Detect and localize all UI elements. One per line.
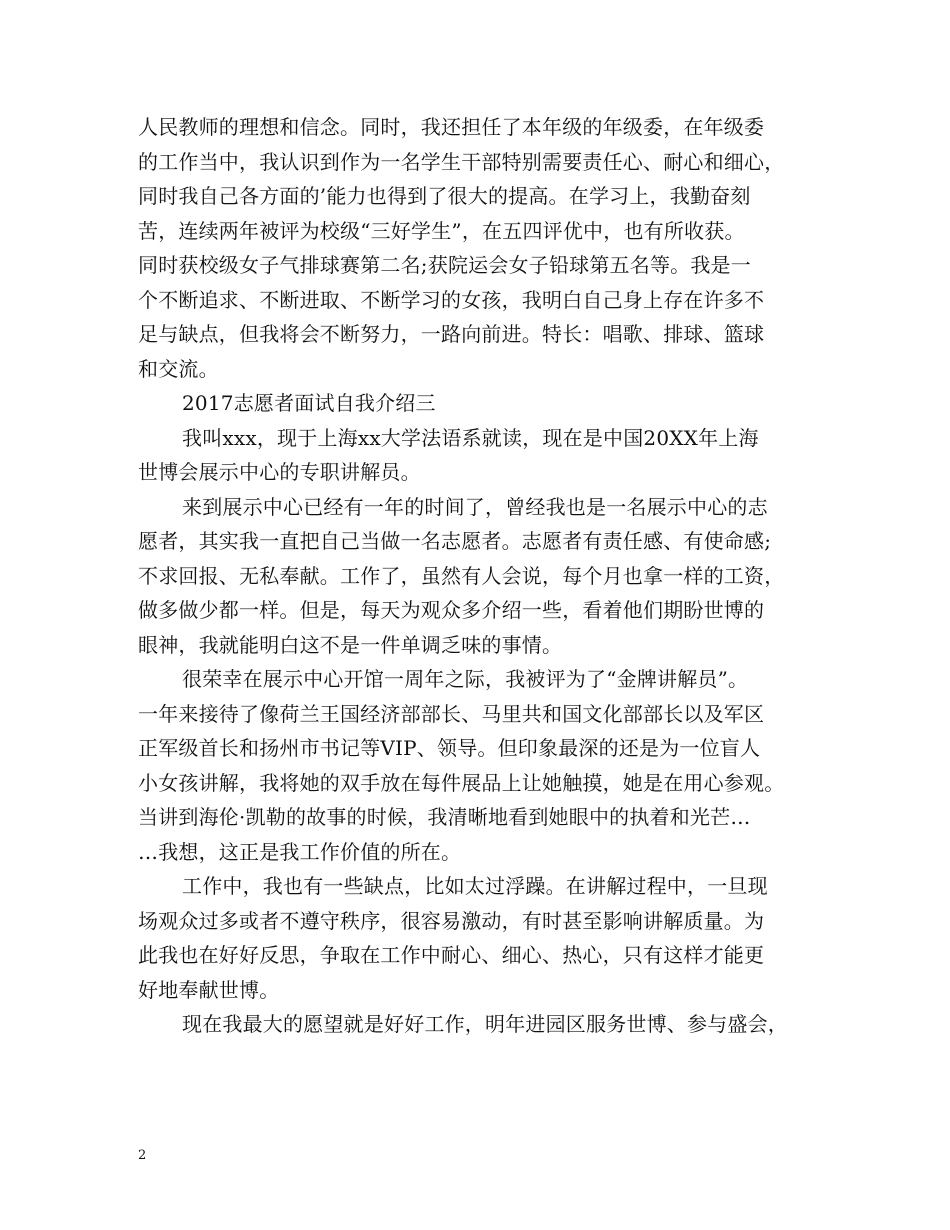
text-line: 个不断追求、不断进取、不断学习的女孩，我明白自己身上存在许多不	[138, 287, 765, 312]
text-line: 我叫xxx，现于上海xx大学法语系就读，现在是中国20XX年上海	[182, 425, 759, 450]
text-line: 好地奉献世博。	[138, 977, 280, 1002]
text-line: 现在我最大的愿望就是好好工作，明年进园区服务世博、参与盛会，	[182, 1012, 788, 1036]
text-line: 人民教师的理想和信念。同时，我还担任了本年级的年级委，在年级委	[138, 115, 765, 139]
text-line: 苦，连续两年被评为校级“三好学生”，在五四评优中，也有所收获。	[138, 218, 745, 243]
text-line: 小女孩讲解，我将她的双手放在每件展品上让她触摸，她是在用心参观。	[138, 770, 785, 795]
page-number: 2	[138, 1148, 147, 1163]
document-body	[138, 110, 828, 1042]
text-line: 同时我自己各方面的’能力也得到了很大的提高。在学习上，我勤奋刻	[138, 184, 751, 208]
text-line: 当讲到海伦·凯勒的故事的时候，我清晰地看到她眼中的执着和光芒…	[138, 805, 751, 829]
text-line: 和交流。	[138, 356, 219, 381]
text-line: 足与缺点，但我将会不断努力，一路向前进。特长：唱歌、排球、篮球	[138, 322, 765, 346]
text-line: 的工作当中，我认识到作为一名学生干部特别需要责任心、耐心和细心，	[138, 149, 785, 174]
text-line: 2017志愿者面试自我介绍三	[182, 391, 436, 415]
text-line: 很荣幸在展示中心开馆一周年之际，我被评为了“金牌讲解员”。	[182, 667, 749, 691]
text-line: 愿者，其实我一直把自己当做一名志愿者。志愿者有责任感、有使命感;	[138, 529, 772, 553]
text-line: 此我也在好好反思，争取在工作中耐心、细心、热心，只有这样才能更	[138, 943, 765, 967]
text-line: 正军级首长和扬州市书记等VIP、领导。但印象最深的还是为一位盲人	[138, 736, 761, 760]
text-line: 不求回报、无私奉献。工作了，虽然有人会说，每个月也拿一样的工资，	[138, 563, 785, 588]
text-line: 一年来接待了像荷兰王国经济部部长、马里共和国文化部部长以及军区	[138, 701, 765, 726]
text-line: 世博会展示中心的专职讲解员。	[138, 460, 421, 484]
text-line: 工作中，我也有一些缺点，比如太过浮躁。在讲解过程中，一旦现	[182, 874, 768, 898]
text-line: 场观众过多或者不遵守秩序，很容易激动，有时甚至影响讲解质量。为	[138, 908, 765, 933]
text-line: 同时获校级女子气排球赛第二名;获院运会女子铅球第五名等。我是一	[138, 253, 751, 277]
text-line: …我想，这正是我工作价值的所在。	[138, 839, 462, 864]
text-line: 来到展示中心已经有一年的时间了，曾经我也是一名展示中心的志	[182, 494, 768, 519]
text-line: 做多做少都一样。但是，每天为观众多介绍一些，看着他们期盼世博的	[138, 598, 765, 622]
text-line: 眼神，我就能明白这不是一件单调乏味的事情。	[138, 632, 563, 657]
